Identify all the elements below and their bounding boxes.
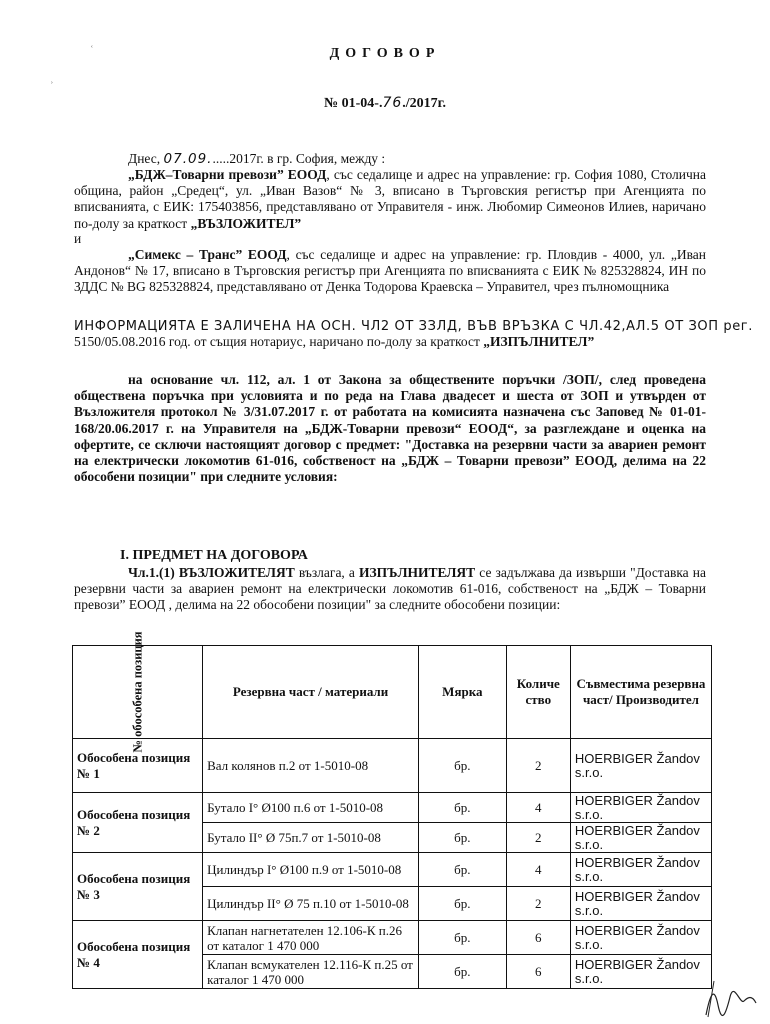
- clause-mid: възлага, а: [294, 565, 360, 580]
- header-part: Резервна част / материали: [203, 646, 419, 739]
- part-cell: Клапан всмукателен 12.116-К п.25 от каталог 1 470 000: [203, 955, 419, 989]
- signature-mark: [700, 975, 760, 1020]
- table-row: [73, 793, 712, 823]
- margin-mark: ʿ: [90, 44, 94, 56]
- basis-paragraph: [74, 372, 706, 485]
- table-row: [73, 853, 712, 887]
- qty-cell: 4: [506, 793, 570, 823]
- contract-number: [0, 95, 770, 112]
- table-header-row: [73, 646, 712, 739]
- date-prefix: Днес,: [128, 151, 164, 166]
- qty-cell: 4: [506, 853, 570, 887]
- qty-cell: 2: [506, 739, 570, 793]
- date-line: [128, 151, 688, 167]
- clause-client: ВЪЗЛОЖИТЕЛЯТ: [178, 565, 295, 580]
- position-cell: Обособена позиция № 1: [73, 739, 203, 793]
- header-compatible: Съвместима резервна част/ Производител: [570, 646, 711, 739]
- clause-ref: Чл.1.(1): [128, 565, 179, 580]
- contractor-details: , със седалище и адрес на управление: гр. Пловдив - 4000, ул. „Иван Андонов“ № 17, вписано в Търговския регистър при Агенцията по вписванията с ЕИК № 825328824, ИН по ЗДДС № BG 825328824, представлявано от Денка Тодорова Краевска – Управител, чрез пълномощника: [74, 247, 706, 295]
- part-cell: Цилиндър I° Ø100 п.9 от 1-5010-08: [203, 853, 419, 887]
- unit-cell: бр.: [419, 853, 507, 887]
- maker-cell: HOERBIGER Žandov s.r.o.: [570, 793, 711, 823]
- client-details: , със седалище и адрес на управление: гр. София 1080, Столична община, район „Средец“, ул. „Иван Вазов“ № 3, вписано в Търговския регистър при Агенцията по вписванията, с ЕИК: 175403856, представлявано от Управителя - инж. Любомир Симеонов Илиев, наричано по-долу за краткост: [74, 167, 707, 231]
- qty-cell: 6: [506, 955, 570, 989]
- clause-contractor: ИЗПЪЛНИТЕЛЯТ: [359, 565, 476, 580]
- header-unit: Мярка: [419, 646, 507, 739]
- maker-cell: HOERBIGER Žandov s.r.o.: [570, 853, 711, 887]
- maker-cell: HOERBIGER Žandov s.r.o.: [570, 887, 711, 921]
- qty-cell: 2: [506, 823, 570, 853]
- client-name: „БДЖ–Товарни превози” ЕООД: [128, 167, 327, 182]
- contractor-label: „ИЗПЪЛНИТЕЛ”: [483, 334, 595, 349]
- unit-cell: бр.: [419, 793, 507, 823]
- maker-cell: HOERBIGER Žandov s.r.o.: [570, 823, 711, 853]
- unit-cell: бр.: [419, 823, 507, 853]
- unit-cell: бр.: [419, 739, 507, 793]
- redaction-stamp: ИНФОРМАЦИЯТА Е ЗАЛИЧЕНА НА ОСН. ЧЛ2 ОТ ЗЗЛД, ВЪВ ВРЪЗКА С ЧЛ.42,АЛ.5 ОТ ЗОП рег.: [74, 319, 753, 334]
- contract-number-handwritten: 76: [382, 95, 403, 111]
- margin-mark: ʾ: [50, 80, 54, 92]
- client-label: „ВЪЗЛОЖИТЕЛ”: [190, 215, 302, 231]
- contractor-name: „Симекс – Транс” ЕООД: [128, 247, 287, 262]
- header-position: № обособена позиция: [73, 646, 203, 739]
- contractor-label-line: [74, 334, 706, 350]
- date-suffix: .....2017г. в гр. София, между :: [212, 151, 386, 166]
- part-cell: Бутало II° Ø 75п.7 от 1-5010-08: [203, 823, 419, 853]
- position-cell: Обособена позиция № 4: [73, 921, 203, 989]
- unit-cell: бр.: [419, 921, 507, 955]
- qty-cell: 2: [506, 887, 570, 921]
- qty-cell: 6: [506, 921, 570, 955]
- header-qty: Количе ство: [506, 646, 570, 739]
- section-heading: I. ПРЕДМЕТ НА ДОГОВОРА: [120, 548, 308, 563]
- items-table: [72, 631, 712, 989]
- part-cell: Клапан нагнетателен 12.106-К п.26 от каталог 1 470 000: [203, 921, 419, 955]
- basis-text: на основание чл. 112, ал. 1 от Закона за обществените поръчки /ЗОП/, след проведена обществена поръчка при условията и по реда на Глава двадесет и шеста от ЗОП и утвърден от Възложителя протокол № 3/31.07.2017 г. от работата на комисията назначена със Заповед № 01-01-168/20.06.2017 г. на Управителя на „БДЖ-Товарни превози“ ЕООД“, за разглеждане и оценка на офертите, се сключи настоящият договор с предмет: "Доставка на резервни части за авариен ремонт на електрически локомотив 61-016, собственост на „БДЖ – Товарни превози” ЕООД, делима на 22 обособени позиции" при следните условия:: [74, 372, 706, 485]
- unit-cell: бр.: [419, 955, 507, 989]
- subject-clause: [74, 565, 706, 614]
- position-cell: Обособена позиция № 2: [73, 793, 203, 853]
- table-row: [73, 739, 712, 793]
- part-cell: Вал колянов п.2 от 1-5010-08: [203, 739, 419, 793]
- part-cell: Цилиндър II° Ø 75 п.10 от 1-5010-08: [203, 887, 419, 921]
- position-cell: Обособена позиция № 3: [73, 853, 203, 921]
- contractor-notary-text: 5150/05.08.2016 год. от същия нотариус, наричано по-долу за краткост: [74, 334, 484, 349]
- maker-cell: HOERBIGER Žandov s.r.o.: [570, 921, 711, 955]
- contract-number-suffix: ./2017г.: [402, 96, 446, 111]
- contract-number-prefix: № 01-04-.: [324, 96, 383, 111]
- table-row: [73, 921, 712, 955]
- document-title: ДОГОВОР: [329, 46, 441, 61]
- clause-rest: се задължава да извърши "Доставка на резервни части за авариен ремонт на електрически локомотив 61-016, собственост на „БДЖ – Товарни превози” ЕООД , делима на 22 обособени позиции" за следните обособени позиции:: [74, 565, 706, 613]
- and-line: и: [74, 231, 82, 246]
- maker-cell: HOERBIGER Žandov s.r.o.: [570, 739, 711, 793]
- part-cell: Бутало I° Ø100 п.6 от 1-5010-08: [203, 793, 419, 823]
- unit-cell: бр.: [419, 887, 507, 921]
- maker-cell: HOERBIGER Žandov s.r.o.: [570, 955, 711, 989]
- contractor-paragraph: [74, 247, 706, 296]
- date-handwritten: 07.09.: [163, 151, 213, 167]
- client-paragraph: [74, 167, 706, 232]
